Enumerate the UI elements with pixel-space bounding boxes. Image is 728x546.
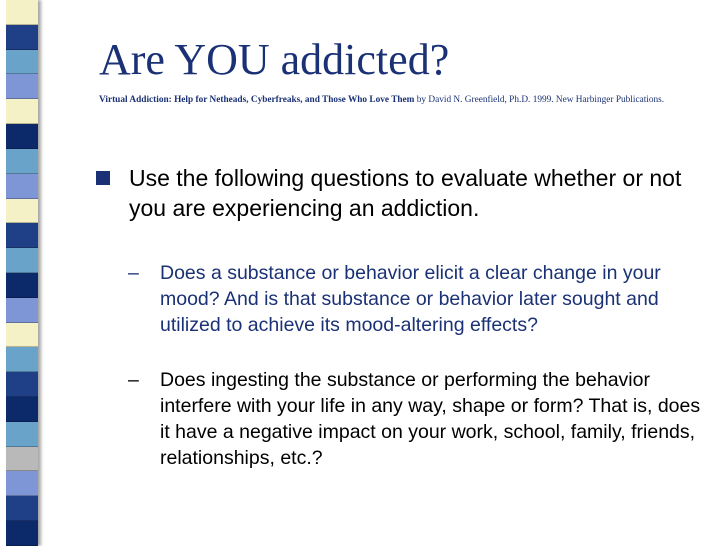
stripe-block <box>6 397 38 422</box>
stripe-block <box>6 422 38 447</box>
stripe-block <box>6 223 38 248</box>
stripe-block <box>6 25 38 50</box>
stripe-block <box>6 50 38 75</box>
sub-bullet-text: Does ingesting the substance or performing the behavior interfere with your life in any way, shape or form? That is, does it have a negative impact on your work, school, family, friends, relationships, etc.? <box>160 369 701 469</box>
citation-book-title: Virtual Addiction: Help for Netheads, Cyberfreaks, and Those Who Love Them <box>99 95 415 105</box>
stripe-block <box>6 74 38 99</box>
stripe-block <box>6 347 38 372</box>
stripe-block <box>6 124 38 149</box>
dash-bullet-icon: – <box>128 262 139 284</box>
decorative-stripe <box>6 0 38 546</box>
stripe-block <box>6 298 38 323</box>
stripe-block <box>6 174 38 199</box>
slide-title: Are YOU addicted? <box>99 35 450 84</box>
dash-bullet-icon: – <box>128 369 139 391</box>
stripe-block <box>6 149 38 174</box>
square-bullet-icon <box>96 171 110 185</box>
sub-bullet-mood-change <box>128 260 708 338</box>
main-bullet-text: Use the following questions to evaluate whether or not you are experiencing an addiction. <box>129 165 682 221</box>
stripe-block <box>6 273 38 298</box>
citation-details: by David N. Greenfield, Ph.D. 1999. New Harbinger Publications. <box>414 95 665 105</box>
stripe-block <box>6 471 38 496</box>
stripe-block <box>6 372 38 397</box>
citation <box>99 94 699 107</box>
sub-bullet-text: Does a substance or behavior elicit a clear change in your mood? And is that substance or behavior later sought and utilized to achieve its mood-altering effects? <box>160 262 661 336</box>
stripe-block <box>6 0 38 25</box>
stripe-block <box>6 248 38 273</box>
sub-bullet-interference <box>128 367 708 471</box>
main-bullet <box>96 163 706 223</box>
stripe-block <box>6 199 38 224</box>
stripe-block <box>6 447 38 472</box>
stripe-block <box>6 99 38 124</box>
stripe-block <box>6 496 38 521</box>
stripe-block <box>6 323 38 348</box>
stripe-block <box>6 521 38 546</box>
